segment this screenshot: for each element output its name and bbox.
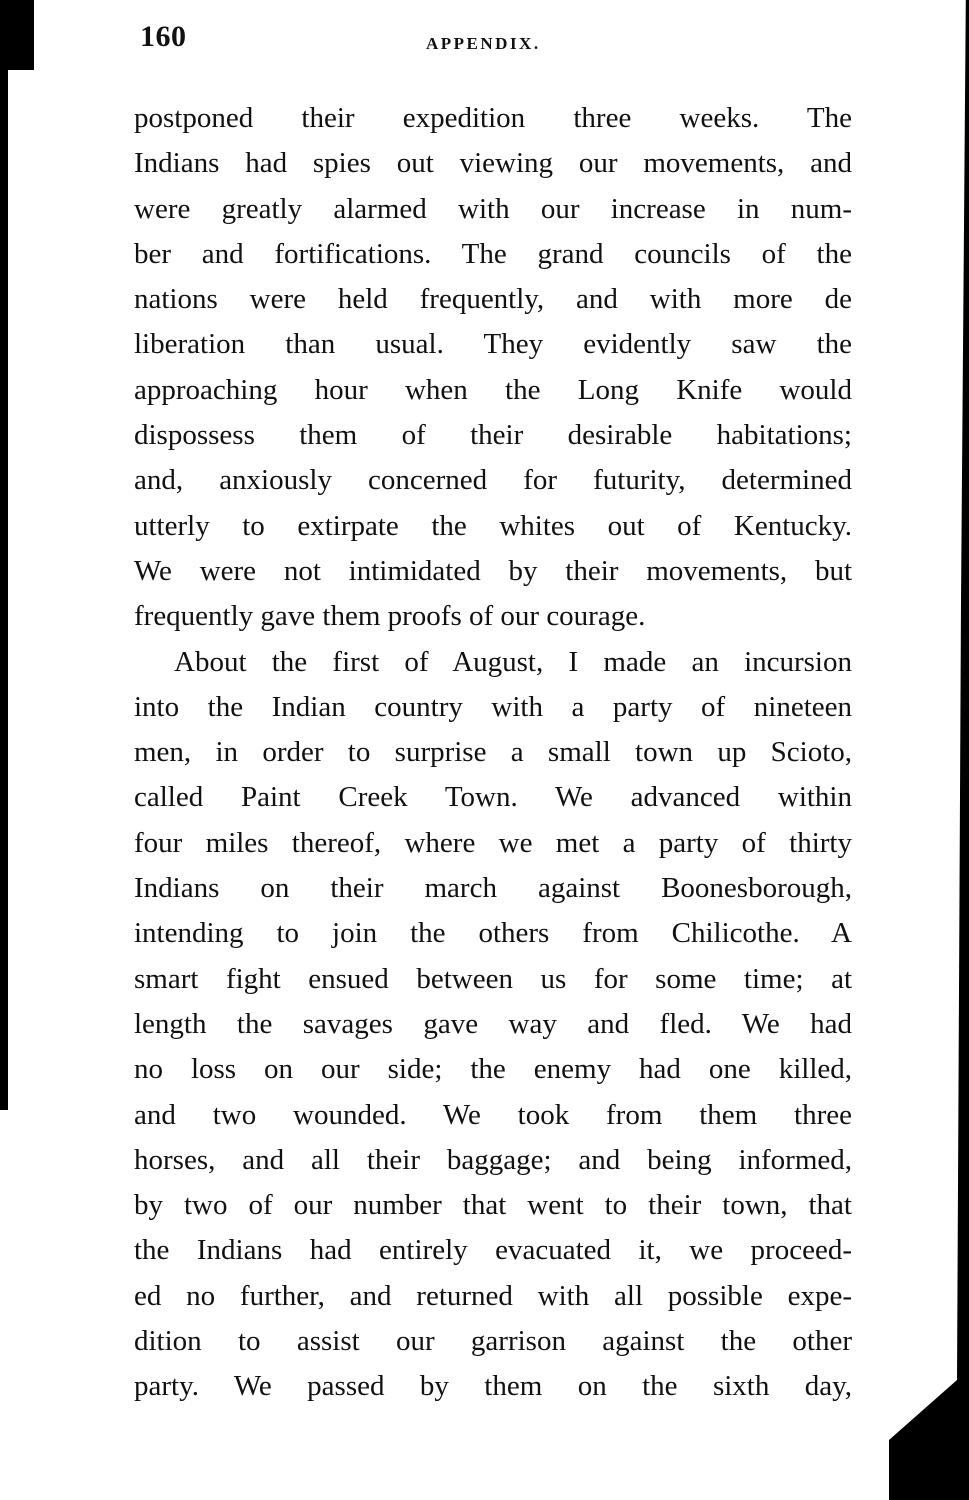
text-line: by two of our number that went to their town, that (134, 1189, 852, 1222)
text-line: Indians had spies out viewing our movements, and (134, 147, 852, 180)
book-page (134, 20, 852, 1403)
text-line: intending to join the others from Chilicothe. A (134, 917, 852, 950)
text-line: We were not intimidated by their movements, but (134, 554, 852, 587)
text-line: approaching hour when the Long Knife would (134, 373, 852, 406)
text-line: ed no further, and returned with all possible expe- (134, 1279, 852, 1312)
text-line: horses, and all their baggage; and being informed, (134, 1143, 852, 1176)
page-header (134, 20, 852, 60)
text-line: no loss on our side; the enemy had one killed, (134, 1053, 852, 1086)
text-line: dition to assist our garrison against the other (134, 1325, 852, 1358)
text-line: called Paint Creek Town. We advanced within (134, 781, 852, 814)
text-line: liberation than usual. They evidently saw the (134, 328, 852, 361)
text-line: smart fight ensued between us for some time; at (134, 962, 852, 995)
text-line: length the savages gave way and fled. We had (134, 1007, 852, 1040)
text-line: ber and fortifications. The grand councils of the (134, 237, 852, 270)
text-line: men, in order to surprise a small town up Scioto, (134, 736, 852, 769)
running-head: APPENDIX. (426, 34, 541, 53)
text-line: the Indians had entirely evacuated it, we proceed- (134, 1234, 852, 1267)
scan-edge-left-top (0, 0, 34, 70)
text-line: Indians on their march against Boonesborough, (134, 872, 852, 905)
text-line: postponed their expedition three weeks. The (134, 102, 852, 134)
text-line: were greatly alarmed with our increase in num- (134, 192, 852, 225)
paragraph-first-line: About the first of August, I made an incursion (174, 645, 852, 678)
body-text (134, 96, 852, 1410)
scan-edge-left (0, 0, 8, 1110)
text-line: four miles thereof, where we met a party of thirty (134, 826, 852, 859)
text-line: into the Indian country with a party of nineteen (134, 690, 852, 723)
text-line: frequently gave them proofs of our courage. (134, 600, 646, 633)
text-line: and two wounded. We took from them three (134, 1098, 852, 1131)
text-line: nations were held frequently, and with more de (134, 283, 852, 316)
text-line: and, anxiously concerned for futurity, determined (134, 464, 852, 497)
text-line: dispossess them of their desirable habitations; (134, 419, 852, 452)
text-line: utterly to extirpate the whites out of Kentucky. (134, 509, 852, 542)
text-line: party. We passed by them on the sixth day, (134, 1370, 852, 1403)
page-number: 160 (140, 20, 187, 53)
scan-edge-right (889, 0, 969, 1500)
